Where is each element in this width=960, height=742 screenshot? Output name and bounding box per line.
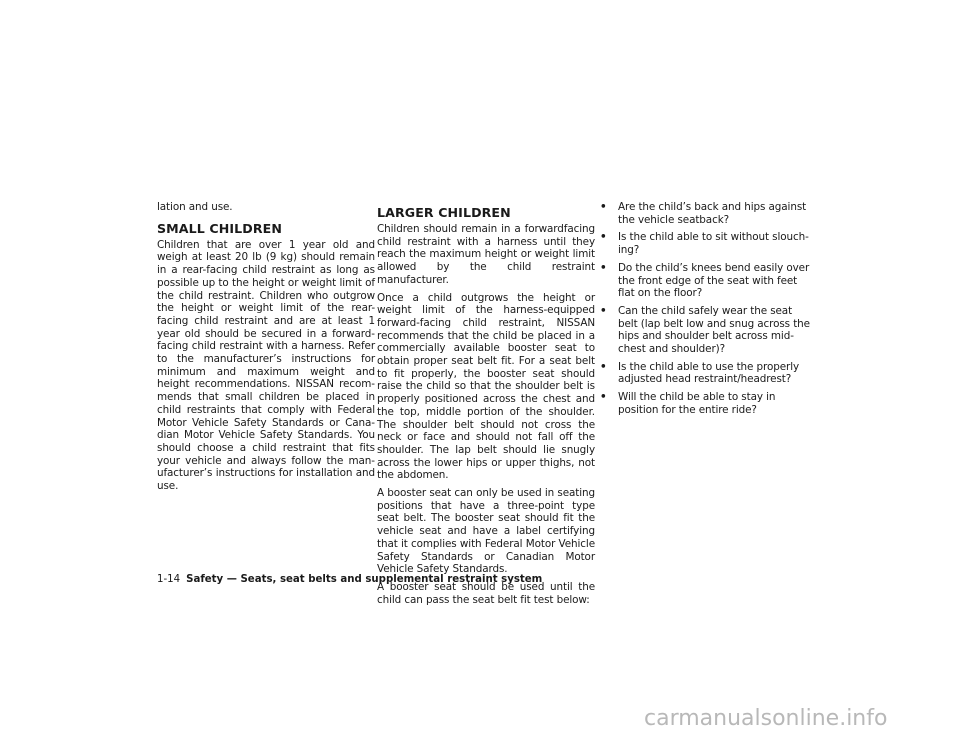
heading-small-children: SMALL CHILDREN (157, 220, 282, 236)
continued-text: lation and use. (157, 201, 233, 213)
list-item-text: Is the child able to sit without slouching? (618, 231, 809, 257)
seat-belt-fit-test-list (596, 201, 814, 417)
list-item-text: Are the child’s back and hips against the vehicle seatback? (618, 201, 807, 226)
list-item-text: Is the child able to use the properly adjusted head restraint/headrest? (618, 360, 800, 386)
list-item-text: Do the child’s knees bend easily over the front edge of the seat with feet flat on the floor? (618, 261, 810, 300)
list-item-text: Can the child safely wear the seat belt (lap belt low and snug across the hips and shoulder belt across mid-chest and shoulder)? (618, 304, 810, 356)
bullet-icon: • (600, 391, 607, 404)
larger-children-paragraph-1: Children should remain in a forwardfacing child restraint with a harness until they reach the maximum height or weight limit allowed by the child restraint manufacturer. (377, 223, 595, 286)
bullet-icon: • (600, 304, 607, 317)
heading-larger-children: LARGER CHILDREN (377, 205, 511, 220)
list-item-text: Will the child be able to stay in position for the entire ride? (618, 391, 776, 416)
column-left (157, 201, 375, 498)
larger-children-paragraph-2: Once a child outgrows the height or weight limit of the harness-equipped forward-facing child restraint, NISSAN recommends that the child be placed in a commercially available booster seat to obtain proper seat belt fit. For a seat belt to fit properly, the booster seat should raise the child so that the shoulder belt is properly positioned across the chest and the top, middle portion of the shoulder. The shoulder belt should not cross the neck or face and should not fall off the shoulder. The lap belt should lie snugly across the lower hips or upper thighs, not the abdomen. (377, 291, 595, 482)
list-item (596, 201, 814, 226)
bullet-icon: • (600, 201, 607, 213)
list-item (596, 231, 814, 256)
larger-children-paragraph-4: A booster seat should be used until the child can pass the seat belt fit test below: (377, 580, 595, 606)
column-right (596, 201, 814, 422)
bullet-icon: • (600, 360, 607, 373)
bullet-icon: • (600, 231, 607, 244)
column-middle (377, 201, 595, 611)
bullet-icon: • (600, 261, 607, 274)
watermark: carmanualsonline.info (644, 706, 888, 731)
page-number: 1-14 (157, 574, 181, 585)
page-footer (157, 573, 542, 586)
list-item (596, 262, 814, 300)
list-item (596, 391, 814, 416)
list-item (596, 361, 814, 386)
section-title: Safety — Seats, seat belts and supplemental restraint system (186, 574, 543, 585)
larger-children-paragraph-3: A booster seat can only be used in seating positions that have a three-point type seat belt. The booster seat should fit the vehicle seat and have a label certifying that it complies with Federal Motor Vehicle Safety Standards or Canadian Motor Vehicle Safety Standards. (377, 487, 595, 576)
list-item (596, 305, 814, 356)
small-children-paragraph: Children that are over 1 year old and weigh at least 20 lb (9 kg) should remain in a rear-facing child restraint as long as possible up to the height or weight limit of the child restraint. Children who outgrow the height or weight limit of the rear-facing child restraint and are at least 1 year old should be secured in a forwardfacing child restraint with a harness. Refer to the manufacturer’s instructions for minimum and maximum weight and height recommendations. NISSAN recommends that small children be placed in child restraints that comply with Federal Motor Vehicle Safety Standards or Canadian Motor Vehicle Safety Standards. You should choose a child restraint that fits your vehicle and always follow the manufacturer’s instructions for installation and use. (157, 238, 375, 493)
